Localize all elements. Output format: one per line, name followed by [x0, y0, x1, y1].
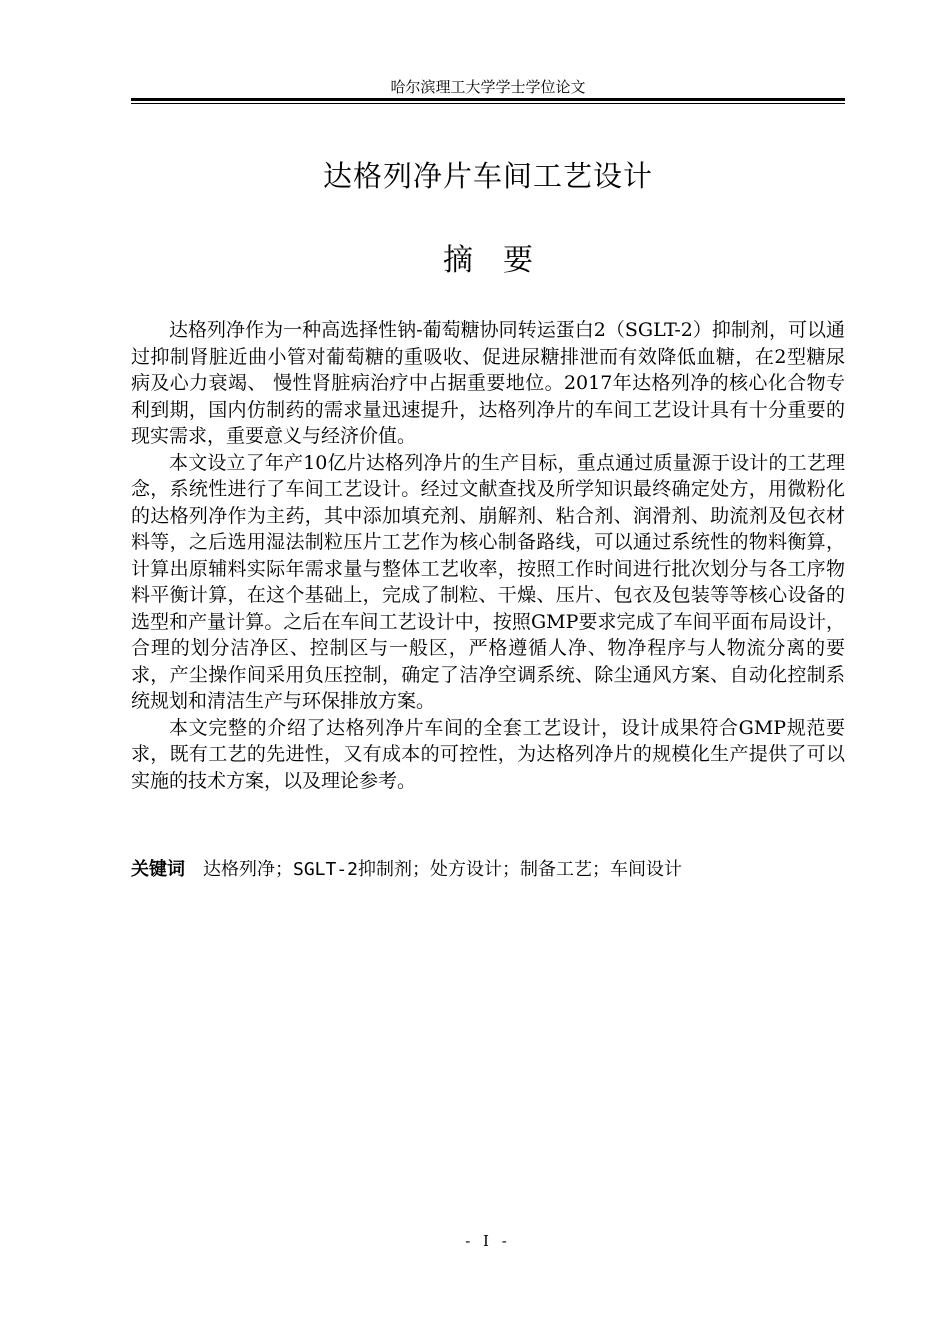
running-header: 哈尔滨理工大学学士学位论文 [390, 78, 586, 96]
keywords-line [131, 857, 845, 883]
page-number: - I - [465, 1232, 511, 1250]
abstract-paragraph-2: 本文设立了年产10亿片达格列净片的生产目标，重点通过质量源于设计的工艺理念，系统性进行了车间工艺设计。经过文献查找及所学知识最终确定处方，用微粉化的达格列净作为主药，其中添加填充剂、崩解剂、粘合剂、润滑剂、助流剂及包衣材料等，之后选用湿法制粒压片工艺作为核心制备路线，可以通过系统性的物料衡算，计算出原辅料实际年需求量与整体工艺收率，按照工作时间进行批次划分与各工序物料平衡计算，在这个基础上，完成了制粒、干燥、压片、包衣及包装等等核心设备的选型和产量计算。之后在车间工艺设计中，按照GMP要求完成了车间平面布局设计，合理的划分洁净区、控制区与一般区，严格遵循人净、物净程序与人物流分离的要求，产尘操作间采用负压控制，确定了洁净空调系统、除尘通风方案、自动化控制系统规划和清洁生产与环保排放方案。 [131, 451, 845, 712]
abstract-paragraph-3: 本文完整的介绍了达格列净片车间的全套工艺设计，设计成果符合GMP规范要求，既有工艺的先进性，又有成本的可控性，为达格列净片的规模化生产提供了可以实施的技术方案，以及理论参考。 [131, 716, 845, 792]
header-rule-thin [131, 103, 845, 104]
thesis-title: 达格列净片车间工艺设计 [322, 159, 653, 193]
abstract-body [131, 317, 845, 794]
abstract-paragraph-1: 达格列净作为一种高选择性钠-葡萄糖协同转运蛋白2（SGLT-2）抑制剂，可以通过抑制肾脏近曲小管对葡萄糖的重吸收、促进尿糖排泄而有效降低血糖，在2型糖尿病及心力衰竭、 慢性肾脏病治疗中占据重要地位。2017年达格列净的核心化合物专利到期，国内仿制药的需求量迅速提升，达格列净片的车间工艺设计具有十分重要的现实需求，重要意义与经济价值。 [131, 319, 845, 447]
abstract-heading: 摘要 [443, 243, 563, 278]
keywords-text: 达格列净；SGLT-2抑制剂；处方设计；制备工艺；车间设计 [203, 859, 683, 880]
header-rule-thick [131, 98, 845, 101]
keywords-label: 关键词 [131, 859, 185, 880]
